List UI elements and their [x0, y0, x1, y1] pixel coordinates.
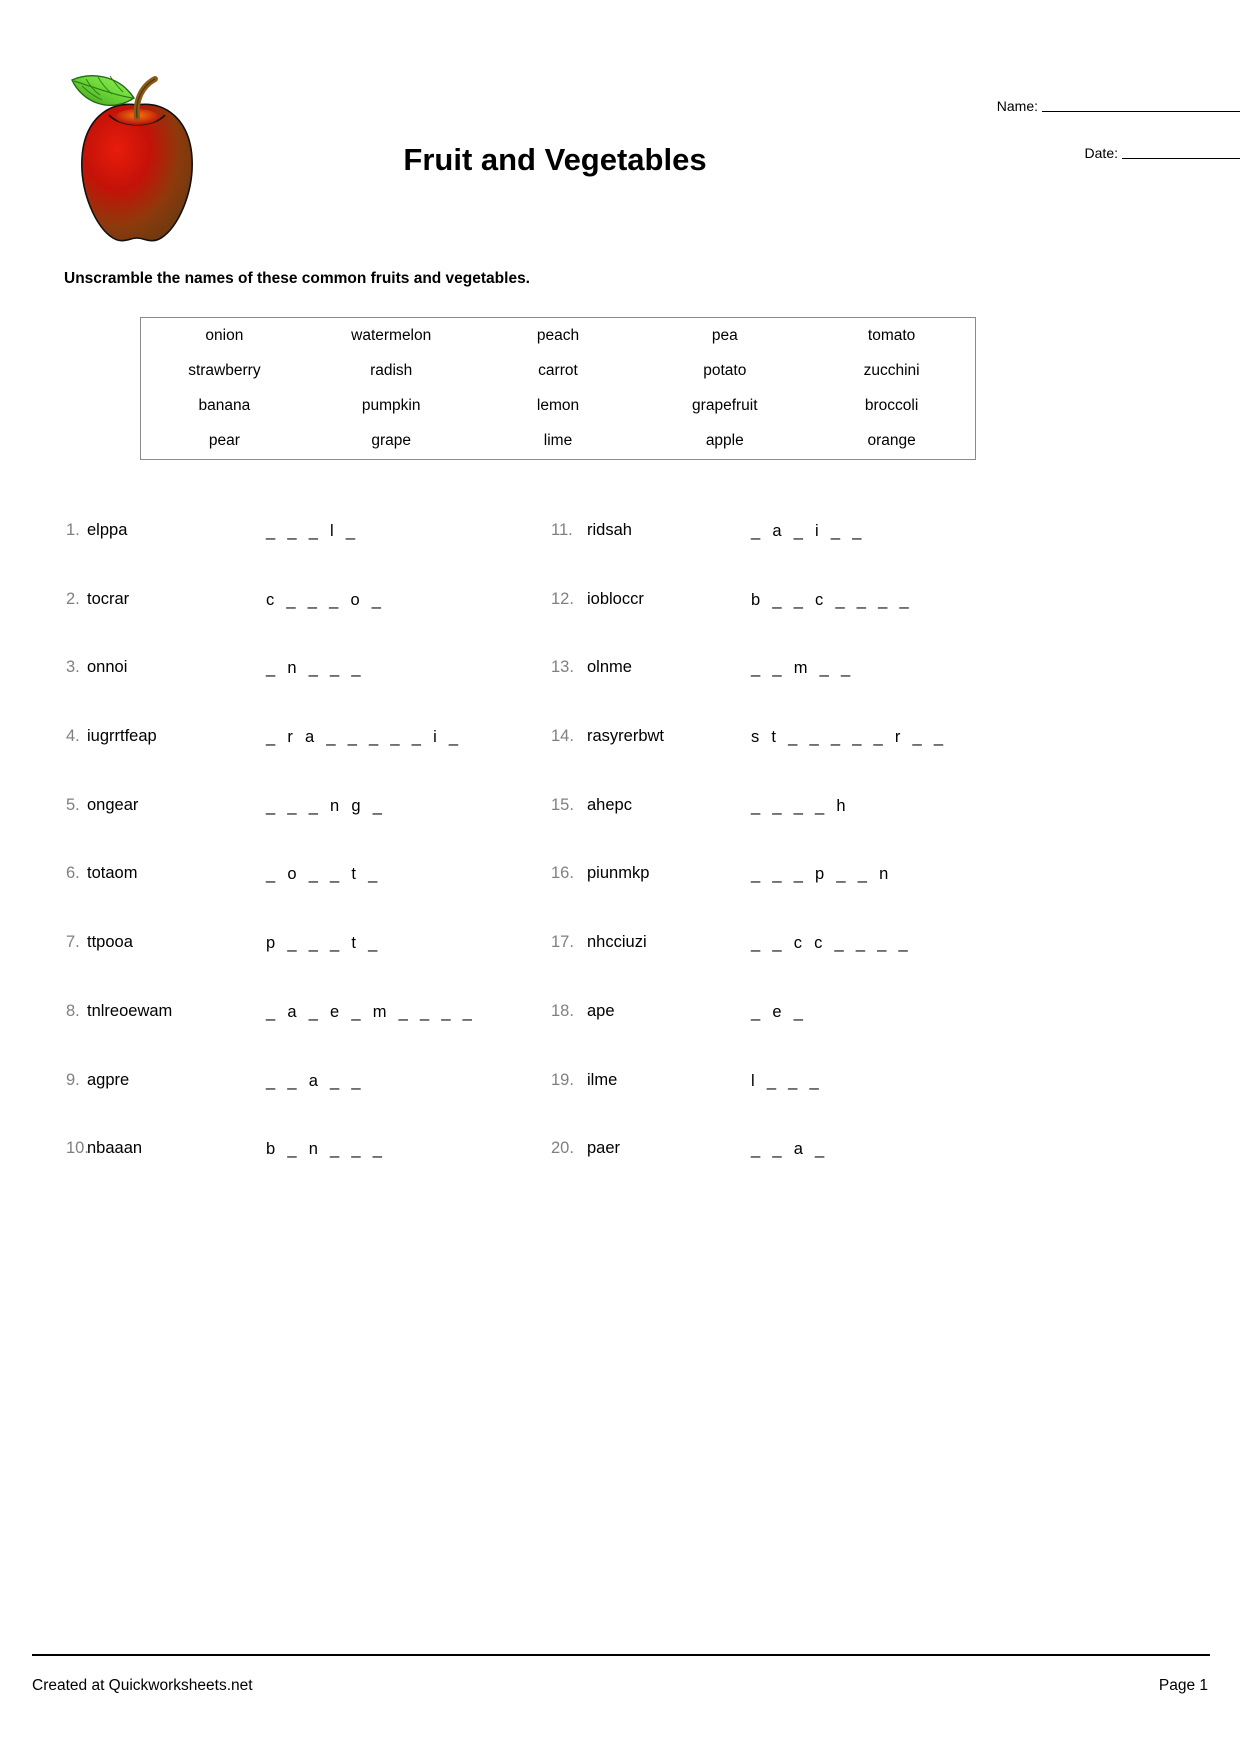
question-row	[551, 505, 1031, 574]
question-number: 16.	[551, 864, 574, 883]
answer-blanks[interactable]: _ _ _ n g _	[266, 796, 383, 815]
answer-blanks[interactable]: _ o _ _ t _	[266, 865, 379, 884]
word-bank-word: lemon	[536, 397, 580, 415]
answer-blanks[interactable]: _ r a _ _ _ _ _ i _	[266, 728, 460, 747]
scrambled-word: elppa	[87, 521, 128, 539]
word-bank-word: peach	[536, 326, 580, 344]
scrambled-word: tocrar	[87, 589, 130, 608]
question-number: 12.	[551, 589, 574, 608]
word-bank-row	[141, 424, 975, 459]
footer-credit: Created at Quickworksheets.net	[32, 1677, 253, 1694]
question-number: 15.	[551, 795, 574, 814]
name-input-line[interactable]	[1042, 111, 1240, 112]
date-label: Date:	[1084, 145, 1118, 161]
question-number: 5.	[66, 795, 80, 814]
answer-blanks[interactable]: _ e _	[751, 1002, 804, 1021]
word-bank-row	[141, 318, 975, 353]
question-number: 20.	[551, 1139, 574, 1158]
scrambled-word: olnme	[587, 658, 632, 677]
footer-page-number: Page 1	[1158, 1677, 1208, 1694]
word-bank-word: carrot	[538, 361, 578, 379]
question-row	[66, 848, 546, 917]
question-row	[66, 505, 546, 574]
answer-blanks[interactable]: _ a _ e _ m _ _ _ _	[266, 1002, 473, 1021]
word-bank-word: orange	[867, 432, 916, 450]
question-number: 17.	[551, 933, 574, 952]
word-bank-word: broccoli	[864, 397, 919, 415]
scrambled-word: ilme	[587, 1070, 618, 1089]
question-number: 14.	[551, 727, 574, 746]
question-row	[551, 574, 1031, 643]
answer-blanks[interactable]: p _ _ _ t _	[266, 934, 379, 953]
question-number: 9.	[66, 1070, 80, 1089]
word-bank-word: lime	[543, 432, 573, 450]
questions-column-right	[551, 505, 1031, 1192]
word-bank-word: pumpkin	[361, 397, 421, 415]
word-bank-word: radish	[370, 361, 413, 379]
word-bank-word: apple	[705, 432, 744, 450]
date-field-row	[1085, 145, 1240, 161]
scrambled-word: rasyrerbwt	[587, 727, 665, 746]
questions-column-left	[66, 505, 546, 1192]
scrambled-word: piunmkp	[587, 864, 650, 883]
question-row	[66, 711, 546, 780]
word-bank-word: grapefruit	[692, 397, 758, 415]
question-number: 4.	[66, 727, 80, 746]
word-bank-word: watermelon	[351, 326, 432, 344]
scrambled-word: iobloccr	[587, 589, 644, 608]
question-number: 11.	[551, 521, 573, 539]
question-row	[66, 780, 546, 849]
answer-blanks[interactable]: _ n _ _ _	[266, 659, 362, 678]
worksheet-header	[0, 60, 1240, 250]
question-row	[66, 1123, 546, 1192]
answer-blanks[interactable]: _ a _ i _ _	[751, 522, 863, 540]
question-row	[551, 848, 1031, 917]
scrambled-word: ridsah	[587, 521, 632, 539]
question-number: 19.	[551, 1070, 574, 1089]
question-number: 3.	[66, 658, 80, 677]
scrambled-word: agpre	[87, 1070, 130, 1089]
question-row	[66, 917, 546, 986]
question-row	[551, 780, 1031, 849]
question-number: 8.	[66, 1001, 80, 1020]
word-bank-word: grape	[371, 432, 412, 450]
scrambled-word: ttpooa	[87, 933, 133, 952]
question-number: 10.	[66, 1139, 89, 1158]
question-row	[551, 986, 1031, 1055]
scrambled-word: iugrrtfeap	[87, 727, 157, 746]
answer-blanks[interactable]: l _ _ _	[751, 1071, 820, 1090]
word-bank-word: onion	[205, 326, 244, 344]
page-title-text: Fruit and Vegetables	[403, 142, 707, 177]
scrambled-word: nhcciuzi	[587, 933, 647, 952]
question-row	[66, 642, 546, 711]
question-row	[551, 711, 1031, 780]
scrambled-word: paer	[587, 1139, 621, 1158]
question-row	[551, 917, 1031, 986]
scrambled-word: nbaaan	[87, 1139, 143, 1158]
answer-blanks[interactable]: b _ n _ _ _	[266, 1140, 383, 1159]
answer-blanks[interactable]: _ _ _ _ h	[751, 796, 847, 815]
word-bank-row	[141, 353, 975, 388]
question-row	[551, 642, 1031, 711]
name-field-row	[997, 98, 1240, 114]
question-row	[66, 574, 546, 643]
answer-blanks[interactable]: _ _ _ p _ _ n	[751, 865, 890, 884]
answer-blanks[interactable]: _ _ _ l _	[266, 522, 357, 540]
footer-divider	[32, 1654, 1210, 1656]
question-row	[66, 986, 546, 1055]
question-row	[551, 1123, 1031, 1192]
answer-blanks[interactable]: _ _ c c _ _ _ _	[751, 934, 909, 953]
answer-blanks[interactable]: b _ _ c _ _ _ _	[751, 590, 910, 609]
scrambled-word: ongear	[87, 795, 139, 814]
question-number: 7.	[66, 933, 80, 952]
scrambled-word: ahepc	[587, 795, 632, 814]
answer-blanks[interactable]: _ _ a _	[751, 1140, 826, 1159]
word-bank-body	[141, 318, 975, 459]
page-title	[0, 142, 1240, 178]
question-number: 6.	[66, 864, 80, 883]
scrambled-word: onnoi	[87, 658, 128, 677]
word-bank-word: zucchini	[863, 361, 920, 379]
word-bank-word: potato	[703, 361, 747, 379]
word-bank-word: strawberry	[188, 361, 261, 379]
answer-blanks[interactable]: c _ _ _ o _	[266, 590, 382, 609]
answer-blanks[interactable]: _ _ m _ _	[751, 659, 852, 678]
word-bank-word: pear	[208, 432, 240, 450]
question-number: 2.	[66, 589, 80, 608]
word-bank-word: banana	[198, 397, 251, 415]
question-number: 18.	[551, 1001, 574, 1020]
question-row	[551, 1055, 1031, 1124]
scrambled-word: totaom	[87, 864, 138, 883]
word-bank-table	[141, 318, 975, 459]
word-bank-row	[141, 389, 975, 424]
answer-blanks[interactable]: _ _ a _ _	[266, 1071, 362, 1090]
scrambled-word: tnlreoewam	[87, 1001, 173, 1020]
name-label: Name:	[996, 98, 1038, 114]
word-bank	[140, 317, 976, 460]
answer-blanks[interactable]: s t _ _ _ _ _ r _ _	[751, 728, 945, 747]
instructions-text: Unscramble the names of these common fruits and vegetables.	[64, 270, 530, 287]
word-bank-word: pea	[711, 326, 738, 344]
date-input-line[interactable]	[1122, 158, 1240, 159]
question-number: 13.	[551, 658, 574, 677]
scrambled-word: ape	[587, 1001, 615, 1020]
question-number: 1.	[66, 521, 80, 539]
word-bank-word: tomato	[867, 326, 916, 344]
question-row	[66, 1055, 546, 1124]
